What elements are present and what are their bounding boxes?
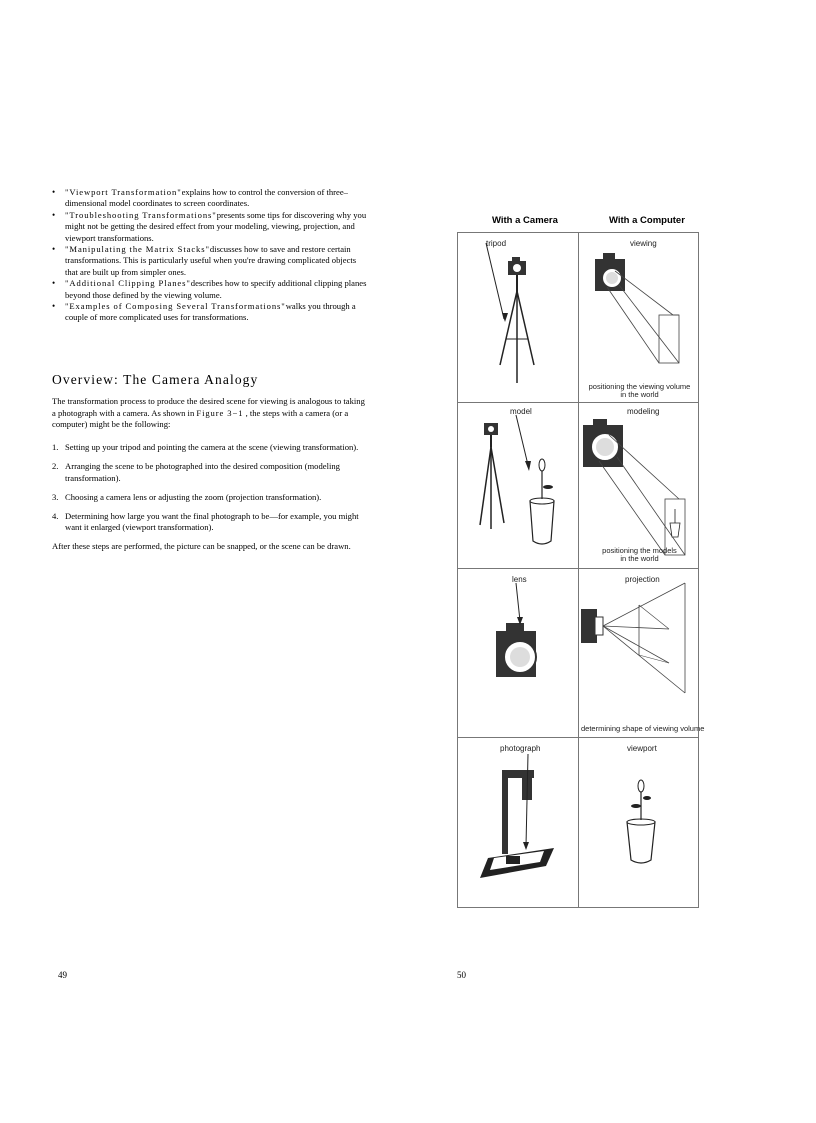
modeling-volume-icon — [579, 403, 700, 568]
step-number: 2. — [52, 461, 59, 472]
step-item — [52, 461, 368, 484]
bullet-title: "Viewport Transformation" — [65, 187, 182, 197]
intro-text-end: , the steps with a camera (or a computer) might be the following: — [52, 407, 349, 430]
label-tripod: tripod — [486, 239, 507, 248]
projection-frustum-icon — [579, 569, 705, 737]
step-item — [52, 511, 368, 534]
bullet-icon: • — [52, 209, 56, 220]
step-number: 3. — [52, 491, 59, 502]
bullet-text: explains how to control the conversion of three–dimensional model coordinates to screen coordinates. — [65, 187, 348, 209]
bullet-text: presents some tips for discovering why you might not be getting the desired effect from your modeling, viewing, projection, and viewport transformations. — [65, 209, 367, 243]
label-viewport: viewport — [627, 744, 657, 753]
bullet-title: "Troubleshooting Transformations" — [65, 209, 217, 220]
step-text: Setting up your tripod and pointing the camera at the scene (viewing transformation). — [65, 442, 359, 452]
caption-projection: determining shape of viewing volume — [581, 724, 705, 733]
bullet-item — [52, 244, 368, 278]
cell-viewport — [579, 738, 700, 909]
cell-projection — [579, 569, 705, 737]
photograph-enlarger-icon — [458, 738, 578, 909]
bullet-item — [52, 278, 368, 301]
bullet-list — [52, 187, 368, 324]
bullet-text: walks you through a couple of more complicated uses for transformations. — [65, 301, 356, 323]
label-modeling: modeling — [627, 407, 660, 416]
step-text: Arranging the scene to be photographed into the desired composition (modeling transformation). — [65, 461, 340, 483]
label-photograph: photograph — [500, 744, 541, 753]
intro-text: The transformation process to produce the desired scene for viewing is analogous to taking a photograph with a camera. As shown in — [52, 396, 365, 418]
bullet-title: "Manipulating the Matrix Stacks" — [65, 244, 210, 255]
caption-viewing: positioning the viewing volume in the world — [588, 382, 691, 399]
page-number-right: 50 — [457, 970, 466, 980]
step-text: Determining how large you want the final photograph to be—for example, you might want it enlarged (viewport transformation). — [65, 510, 359, 533]
caption-modeling: positioning the models in the world — [602, 546, 677, 563]
bullet-icon: • — [52, 278, 56, 289]
model-plant-icon — [458, 403, 578, 568]
tripod-camera-icon — [458, 233, 578, 402]
viewing-volume-icon — [579, 233, 700, 402]
figure-link[interactable]: Figure 3−1 — [196, 407, 244, 418]
section-heading: Overview: The Camera Analogy — [52, 372, 259, 387]
cell-lens — [458, 569, 578, 737]
bullet-item — [52, 187, 368, 210]
column-header-computer: With a Computer — [609, 215, 685, 226]
label-projection: projection — [625, 575, 660, 584]
bullet-item — [52, 301, 368, 324]
label-lens: lens — [512, 575, 527, 584]
steps-list — [52, 442, 368, 542]
cell-photograph — [458, 738, 578, 909]
cell-viewing — [579, 233, 700, 402]
bullet-icon: • — [52, 187, 56, 197]
page-number-left: 49 — [58, 970, 67, 980]
step-item — [52, 442, 368, 454]
intro-paragraph — [52, 396, 368, 431]
bullet-icon: • — [52, 301, 56, 312]
step-text: Choosing a camera lens or adjusting the zoom (projection transformation). — [65, 491, 322, 502]
camera-analogy-figure — [457, 232, 705, 908]
bullet-title: "Additional Clipping Planes" — [65, 278, 191, 289]
label-viewing: viewing — [630, 239, 657, 248]
cell-tripod — [458, 233, 578, 402]
step-number: 1. — [52, 442, 59, 452]
bullet-item — [52, 210, 368, 244]
step-item — [52, 492, 368, 504]
lens-camera-icon — [458, 569, 578, 737]
closing-paragraph: After these steps are performed, the picture can be snapped, or the scene can be drawn. — [52, 541, 351, 551]
cell-model — [458, 403, 578, 568]
bullet-text: describes how to specify additional clipping planes beyond those defined by the viewing volume. — [65, 278, 367, 300]
viewport-plant-icon — [579, 738, 700, 909]
cell-modeling — [579, 403, 700, 568]
bullet-title: "Examples of Composing Several Transformations" — [65, 301, 286, 312]
label-model: model — [510, 407, 532, 416]
step-number: 4. — [52, 510, 59, 521]
column-header-camera: With a Camera — [492, 215, 558, 226]
bullet-text: discusses how to save and restore certain transformations. This is particularly useful when you're drawing complicated objects that are built up from simpler ones. — [65, 244, 357, 277]
bullet-icon: • — [52, 244, 56, 255]
